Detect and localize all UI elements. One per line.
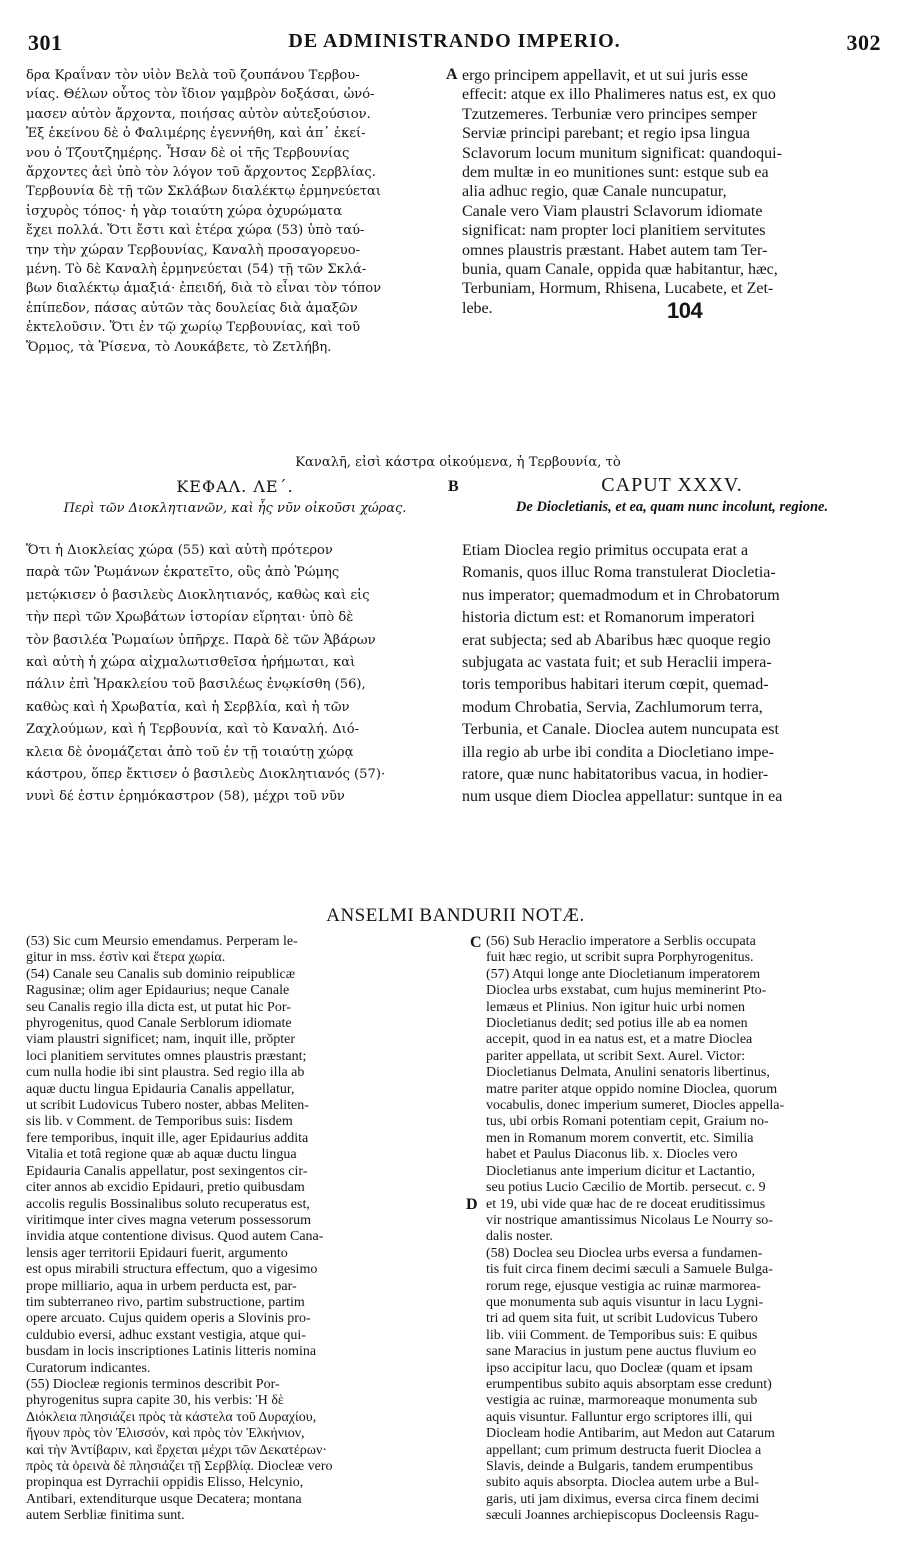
text-line: tis fuit circa finem decimi sæculi a Samuele Bulga- [486,1262,773,1278]
text-line: μένη. Τὸ δὲ Καναλὴ ἑρμηνεύεται (54) τῇ τῶν Σκλά- [26,262,367,278]
text-line: toris temporibus habitari iterum cœpit, quemad- [462,676,769,694]
margin-letter-a: A [446,66,458,83]
text-line: garis, uti jam diximus, eversa circa finem decimi [486,1491,760,1507]
text-line: κάστρου, ὅπερ ἔκτισεν ὁ βασιλεὺς Διοκλητιανός (57)· [26,767,386,783]
text-line: vir nostrique amantissimus Nicolaus Le Nourry so- [486,1212,773,1228]
margin-letter-c: C [470,934,482,951]
text-line: (57) Atqui longe ante Diocletianum imperatorem [486,966,761,982]
text-line: autem Serbliæ finitima sunt. [26,1508,185,1524]
greek-chapter-title: ΚΕΦΑΛ. ΛΕ΄. [176,477,294,496]
text-line: lib. viii Comment. de Temporibus suis: E quibus [486,1327,758,1343]
text-line: invidia atque contentione divisus. Quod autem Cana- [26,1229,324,1245]
latin-chapter-subtitle: De Diocletianis, et ea, quam nunc incolunt, regione. [515,499,829,515]
text-line: Ὅρμος, τὰ Ῥίσενα, τὸ Λουκάβετε, τὸ Ζετλήβη. [26,339,332,355]
text-line: νίας. Θέλων οὗτος τὸν ἴδιον γαμβρὸν δοξάσαι, ὠνό- [26,87,375,103]
text-line: matre pariter atque oppido nomine Dioclea, quorum [486,1081,778,1097]
text-line: subito aquis absorpta. Dioclea autem urbe a Bul- [486,1475,759,1491]
text-line: Vitalia et totâ regione quæ ab aquæ ductu lingua [26,1147,297,1163]
page-number-right: 302 [846,30,881,55]
text-line: bunia, quam Canale, oppida quæ habitantur, hæc, [462,261,778,279]
greek-text-column-top [26,66,444,357]
text-line: viam plaustri significet; nam, inquit ille, prŏpter [26,1032,296,1048]
text-line: erumpentibus subito aquis absorptam esse credunt) [486,1376,772,1392]
greek-chapter-subtitle: Περὶ τῶν Διοκλητιανῶν, καὶ ἧς νῦν οἰκοῦσι χώρας. [63,501,407,516]
text-line: loci planitiem servitutes omnes plaustris præstant; [26,1048,307,1064]
text-line: omnes plaustris præstant. Habet autem tam Ter- [462,241,768,259]
text-line: est opus mirabili structura effectum, quo a vigesimo [26,1262,318,1278]
text-line: παρὰ τῶν Ῥωμάνων ἐκρατεῖτο, οὓς ἀπὸ Ῥώμης [26,565,340,581]
text-line: Dioclea urbs exstabat, cum hujus meminerint Pto- [486,983,767,999]
text-line: tri ad quem sita fuit, ut scribit Ludovicus Tubero [486,1311,758,1327]
text-line: phyrogenitus supra capite 30, his verbis: Ἡ δὲ [26,1393,284,1409]
text-line: Τερβουνία δὲ τῇ τῶν Σκλάβων διαλέκτῳ ἑρμηνεύεται [26,184,382,200]
text-line: βων διαλέκτῳ ἁμαξιά· ἐπειδή, διὰ τὸ εἶναι τὸν τόπον [26,281,382,297]
text-line: ipso accipitur lacu, quo Docleæ (quam et ipsam [486,1360,753,1376]
text-line: erat subjecta; sed ab Abaribus hæc quoque regio [462,631,771,649]
text-line: (53) Sic cum Meursio emendamus. Perperam le- [26,934,298,949]
text-line: Διόκλεια πλησιάζει πρὸς τὰ κάστελα τοῦ Δυραχίου, [26,1409,317,1425]
text-line: Diocletianus ante imperium dicitur et Lactantio, [486,1163,756,1179]
notes-heading: ANSELMI BANDURII NOTÆ. [326,905,585,926]
text-line: fere temporibus, inquit ille, ager Epidaurius addita [26,1130,309,1146]
text-line: gitur in mss. ἐστὶν καὶ ἕτερα χωρία. [26,950,226,966]
text-line: accepit, quod in ea natus est, et a matre Dioclea [486,1032,753,1048]
text-line: tus, ubi orbis Romani potentiam cepit, Graium no- [486,1114,769,1130]
page-header [28,30,881,60]
text-line: (55) Diocleæ regionis terminos describit Por- [26,1376,280,1392]
text-line: significat: nam propter loci planitiem servitutes [462,222,766,240]
text-line: Romanis, quos illuc Roma transtulerat Diocletia- [462,564,776,582]
text-line: τὴν περὶ τῶν Χρωβάτων ἱστορίαν εἴρηται· ὑπὸ δὲ [26,610,354,626]
text-line: Sclavorum locum munitum significat: quandoqui- [462,144,782,162]
text-line: Ragusinæ; olim ager Epidaurius; neque Canale [26,983,290,999]
notes-column-left [26,934,450,1525]
text-line: Terbunia, et Canale. Dioclea autem nuncupata est [462,721,779,739]
text-line: μασεν αὐτὸν ἄρχοντα, ποιήσας αὐτὸν αὐτεξούσιον. [26,106,371,122]
text-line: seu Canalis regio illa dicta est, ut putat hic Por- [26,999,291,1015]
text-line: Canale vero Viam plaustri Sclavorum idiomate [462,202,763,220]
text-line: illa regio ab urbe ibi condita a Diocletiano impe- [462,743,774,761]
text-line: Diocletianus dedit; sed potius ille ab ea nomen [486,1016,748,1032]
latin-chapter-title: CAPUT XXXV. [601,474,743,496]
text-line: et 19, ubi vide quæ hac de re doceat eruditissimus [486,1196,766,1212]
text-line: Epidauria Canalis appellatur, post sexingentos cir- [26,1163,308,1179]
page-number-left: 301 [28,30,63,55]
text-line: lebe. [462,299,493,317]
latin-text-column-body [462,540,882,809]
text-line: effecit: atque ex illo Phalimeres natus est, ex quo [462,86,776,104]
text-line: phyrogenitus, quod Canale Serblorum idiomate [26,1016,292,1032]
text-line: Tzutzemeres. Terbuniæ vero principes semper [462,105,757,123]
text-line: νυνὶ δέ ἐστιν ἐρημόκαστρον (58), μέχρι τοῦ νῦν [26,789,345,805]
text-line: ἐκτελοῦσιν. Ὅτι ἐν τῷ χωρίῳ Τερβουνίας, καὶ τοῦ [26,320,361,336]
text-line: num usque diem Dioclea appellatur: suntque in ea [462,788,783,806]
text-line: prope milliario, aqua in urbem perducta est, par- [26,1278,297,1294]
text-line: καὶ τὴν Ἀντίβαριν, καὶ ἔρχεται μέχρι τῶν Δεκατέρων· [26,1442,327,1458]
text-line: κλεια δὲ ὀνομάζεται ἀπὸ τοῦ ἐν τῇ τοιαύτῃ χώρᾳ [26,744,354,760]
text-line: aquæ ductu lingua Epidauria Canalis appellatur, [26,1081,295,1097]
text-line: propinqua est Dyrrachii oppidis Elisso, Helcynio, [26,1475,304,1491]
text-line: Terbuniam, Hormum, Rhisena, Lucabete, et Zet- [462,280,774,298]
text-line: ut scribit Ludovicus Tubero noster, abbas Meliten- [26,1098,309,1114]
marginal-number: 104 [667,298,703,323]
text-line: ergo principem appellavit, et ut sui juris esse [462,67,748,84]
notes-column-right [486,934,886,1525]
text-line: cum nulla hodie ibi sint plaustra. Sed regio illa ab [26,1065,305,1081]
text-line: appellant; cum primum destructa fuerit Dioclea a [486,1442,762,1458]
text-line: subjugata ac vastata fuit; et sub Heraclii impera- [462,654,772,672]
text-line: lensis ager territorii Epidauri fuerit, argumento [26,1245,288,1261]
text-line: viritimque inter cives magna veterum possessorum [26,1212,311,1228]
text-line: δρα Κραΐναν τὸν υἱὸν Βελὰ τοῦ ζουπάνου Τερβου- [26,68,360,83]
text-line: men in Romanum morem convertit, etc. Similia [486,1130,754,1146]
text-line: ἤγουν πρὸς τὸν Ἐλισσόν, καὶ πρὸς τὸν Ἐλκήνιον, [26,1426,305,1442]
text-line: dalis noster. [486,1229,553,1245]
text-line: opere arcuato. Cujus quidem operis a Slovinis pro- [26,1311,311,1327]
text-line: citer annos ab excidio Epidauri, pretio quibusdam [26,1180,305,1196]
text-line: Diocletianus Delmata, Anulini senatoris libertinus, [486,1065,770,1081]
text-line: Etiam Dioclea regio primitus occupata erat a [462,542,749,559]
text-line: Serviæ principi parebant; et regio ipsa lingua [462,125,750,143]
text-line: πρὸς τὰ ὀρεινὰ δὲ πλησιάζει τῇ Σερβλίᾳ. Diocleæ vero [26,1459,333,1474]
text-line: que monumenta sub aquis visuntur in lacu Lygni- [486,1294,764,1310]
text-line: lemæus et Plinius. Non igitur huic urbi nomen [486,999,745,1015]
text-line: sæculi Joannes archiepiscopus Docleensis Ragu- [486,1508,759,1524]
text-line: ἔχει πολλά. Ὅτι ἔστι καὶ ἑτέρα χώρα (53) ὑπὸ ταύ- [26,223,365,239]
text-line: Diocleam hodie Antibarim, aut Medon aut Catarum [486,1426,775,1442]
text-line: vestigia ac ruinæ, marmoreaque monumenta sub [486,1393,758,1409]
text-line: accolis regulis Bossinalibus soluto recuperatus est, [26,1196,310,1212]
text-line: Ἐξ ἐκείνου δὲ ὁ Φαλιμέρης ἐγεννήθη, καὶ ἀπ᾿ ἐκεί- [26,126,366,142]
text-line: habet et Paulus Diaconus lib. x. Diocles vero [486,1147,738,1163]
text-line: tim subterraneo rivo, partim substructione, partim [26,1294,305,1310]
margin-letter-d: D [466,1196,478,1213]
text-line: Curatorum indicantes. [26,1360,151,1376]
text-line: καθὼς καὶ ἡ Χρωβατία, καὶ ἡ Σερβλία, καὶ ἡ τῶν [26,699,350,715]
text-line: aquis visuntur. Falluntur ergo scriptores illi, qui [486,1409,753,1425]
text-line: pariter appellata, ut scribit Sext. Aurel. Victor: [486,1048,745,1064]
text-line: (58) Doclea seu Dioclea urbs eversa a fundamen- [486,1245,763,1261]
text-line: ἄρχοντες ἀεὶ ὑπὸ τὸν λόγον τοῦ ἄρχοντος Σερβλίας. [26,165,376,181]
text-line: τὸν βασιλέα Ῥωμαίων ὑπῆρχε. Παρὰ δὲ τῶν Ἀβάρων [26,632,376,648]
greek-continuation-line [26,453,890,472]
margin-letter-b: B [448,478,459,495]
text-line: vocabulis, donec imperium sumeret, Diocles appella- [486,1098,785,1114]
text-line: sane Maracius in justum pene auctus fluvium eo [486,1344,757,1360]
text-line: busdam in locis inscriptiones Latinis litteris nomina [26,1344,317,1360]
text-line: Ὅτι ἡ Διοκλείας χώρα (55) καὶ αὐτὴ πρότερον [26,543,333,558]
text-line: sis lib. v Comment. de Temporibus suis: Iisdem [26,1114,293,1130]
text-line: καὶ αὐτὴ ἡ χώρα αἰχμαλωτισθεῖσα ἠρήμωται, καὶ [26,655,356,671]
text-line: Slavis, deinde a Bulgaris, tandem erumpentibus [486,1459,754,1474]
text-line: (56) Sub Heraclio imperatore a Serblis occupata [486,934,756,949]
running-title: DE ADMINISTRANDO IMPERIO. [288,30,621,52]
text-line: ratore, quæ nunc habitatoribus vacua, in hodier- [462,766,769,784]
text-line: ἰσχυρὸς τόπος· ἡ γὰρ τοιαύτη χώρα ὀχυρώματα [26,203,343,219]
text-line: fuit hæc regio, ut scribit supra Porphyrogenitus. [486,950,754,966]
text-line: dem multæ in eo munitiones sunt: estque sub ea [462,164,769,182]
text-line: (54) Canale seu Canalis sub dominio reipublicæ [26,966,296,982]
text-line: Ζαχλούμων, καὶ ἡ Τερβουνία, καὶ τὸ Καναλή. Διό- [26,722,360,738]
text-line: την τὴν χώραν Τερβουνίας, Καναλὴ προσαγορευο- [26,242,361,258]
text-line: μετῴκισεν ὁ βασιλεὺς Διοκλητιανός, καθὼς καὶ εἰς [26,587,370,603]
text-line: rorum rege, ejusque vestigia ac ruinæ marmorea- [486,1278,761,1294]
text-line: ἐπίπεδον, πάσας αὐτῶν τὰς δουλείας διὰ ἁμαξῶν [26,300,358,316]
text-line: Καναλῆ, εἰσὶ κάστρα οἰκούμενα, ἡ Τερβουνία, τὸ [295,455,621,470]
text-line: historia dictum est: et Romanorum imperatori [462,609,755,627]
greek-text-column-body [26,540,444,809]
text-line: seu potius Lucio Cæcilio de Mortib. persecut. c. 9 [486,1180,766,1196]
text-line: culdubio eversi, adhuc exstant vestigia, atque qui- [26,1327,306,1343]
text-line: πάλιν ἐπὶ Ἡρακλείου τοῦ βασιλέως ἐνῳκίσθη (56), [26,677,366,693]
text-line: νου ὁ Τζουτζημέρης. Ἦσαν δὲ οἱ τῆς Τερβουνίας [26,145,350,161]
latin-text-column-top [462,66,882,318]
text-line: nus imperator; quemadmodum et in Chrobatorum [462,586,780,604]
text-line: alia adhuc regio, quæ Canale nuncupatur, [462,183,727,201]
text-line: Antibari, extenditurque usque Decatera; montana [26,1491,302,1507]
text-line: modum Chrobatia, Servia, Zachlumorum terra, [462,698,763,716]
